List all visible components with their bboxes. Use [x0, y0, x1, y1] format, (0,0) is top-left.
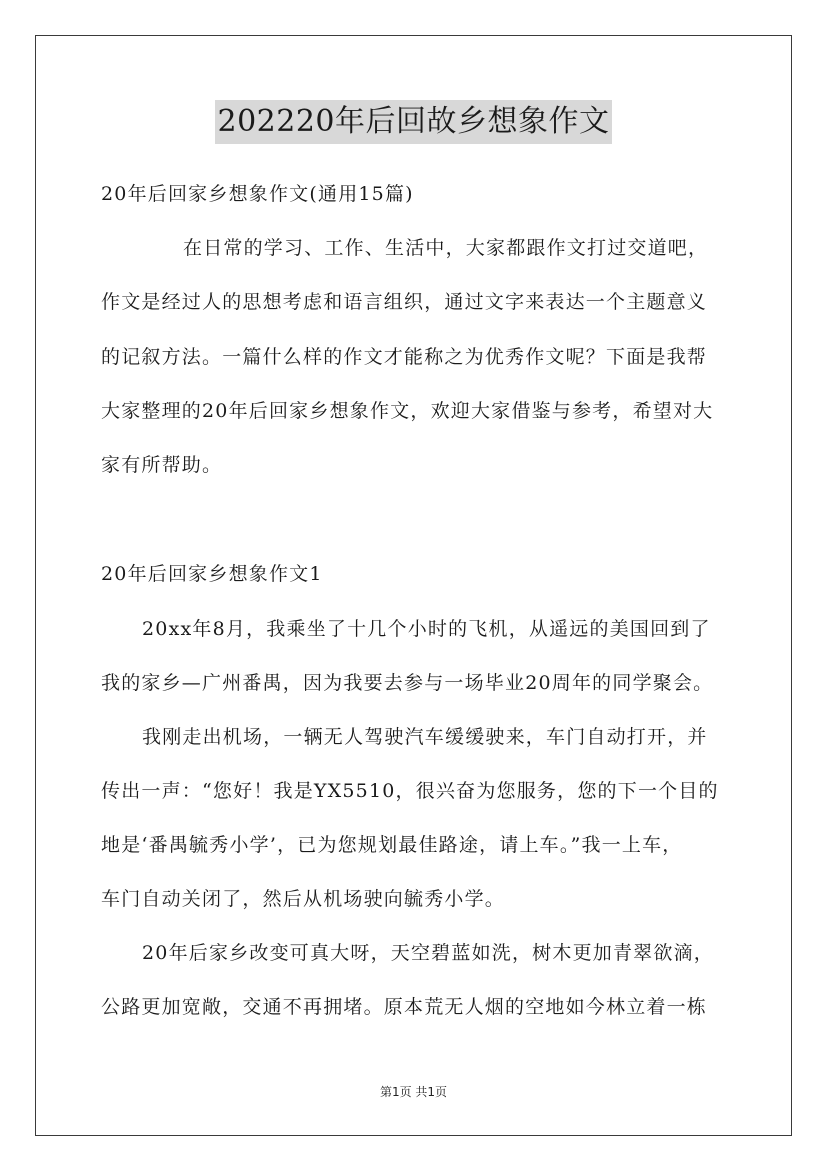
- body-line: 公路更加宽敞，交通不再拥堵。原本荒无人烟的空地如今林立着一栋: [101, 996, 708, 1018]
- document-title: [0, 100, 827, 144]
- intro-line: 作文是经过人的思想考虑和语言组织，通过文字来表达一个主题意义: [101, 291, 708, 313]
- body-line: 传出一声：“您好！我是YX5510，很兴奋为您服务，您的下一个目的: [101, 780, 719, 802]
- body-line: 地是‘番禺毓秀小学’，已为您规划最佳路途，请上车。”我一上车，: [101, 834, 683, 856]
- intro-line: 在日常的学习、工作、生活中，大家都跟作文打过交道吧，: [183, 237, 709, 259]
- intro-line: 大家整理的20年后回家乡想象作文，欢迎大家借鉴与参考，希望对大: [101, 400, 714, 422]
- intro-line: 家有所帮助。: [101, 454, 223, 476]
- page-footer: 第1页 共1页: [379, 1085, 448, 1099]
- section-heading: 20年后回家乡想象作文1: [101, 563, 323, 585]
- body-line: 我的家乡—广州番禺，因为我要去参与一场毕业20周年的同学聚会。: [101, 672, 714, 694]
- document-title-text: 202220年后回故乡想象作文: [215, 100, 611, 144]
- body-line: 车门自动关闭了，然后从机场驶向毓秀小学。: [101, 888, 506, 910]
- body-line: 20年后家乡改变可真大呀，天空碧蓝如洗，树木更加青翠欲滴，: [142, 942, 714, 964]
- body-line: 20xx年8月，我乘坐了十几个小时的飞机，从遥远的美国回到了: [142, 618, 711, 640]
- intro-line: 的记叙方法。一篇什么样的作文才能称之为优秀作文呢？下面是我帮: [101, 346, 708, 368]
- body-line: 我刚走出机场，一辆无人驾驶汽车缓缓驶来，车门自动打开，并: [142, 726, 708, 748]
- subtitle: 20年后回家乡想象作文(通用15篇): [101, 183, 414, 205]
